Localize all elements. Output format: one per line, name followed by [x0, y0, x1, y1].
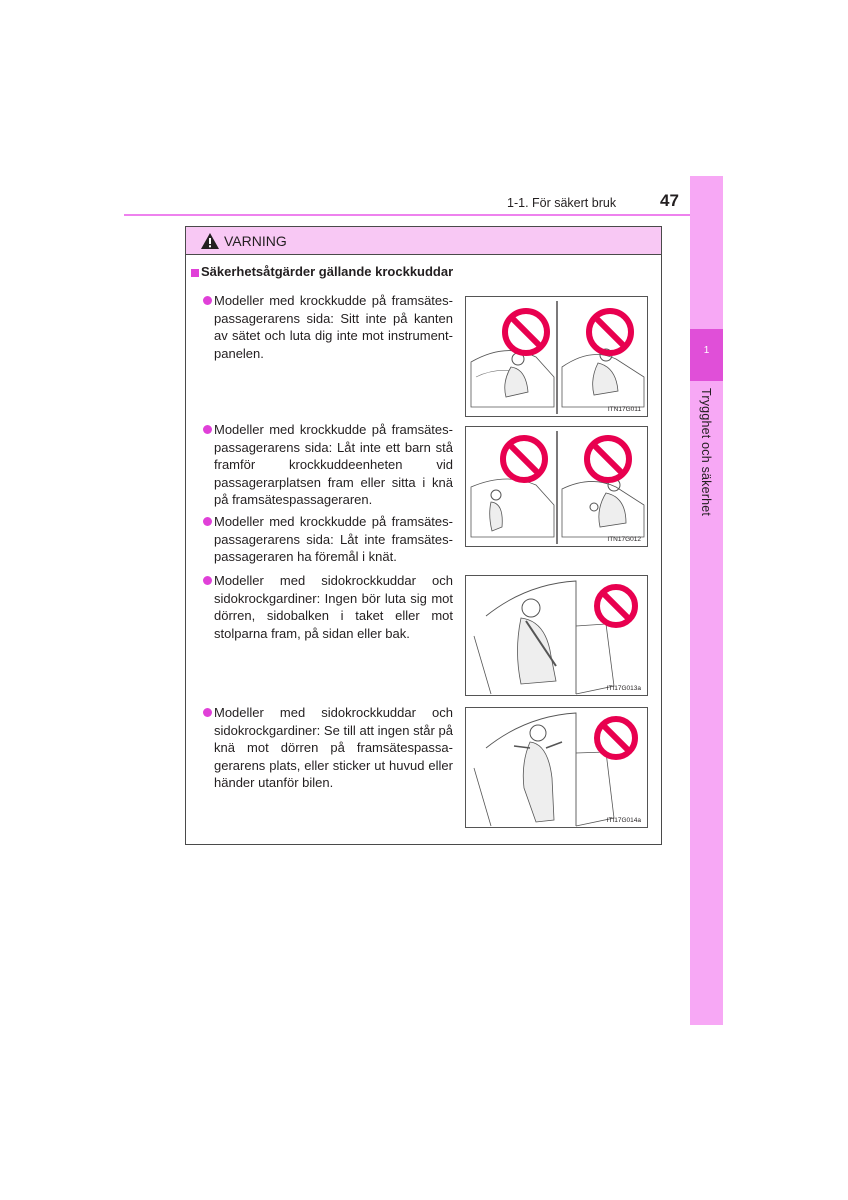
illustration-figure [465, 426, 648, 547]
illustration-drawing [466, 708, 648, 828]
list-item-text: Modeller med krockkudde på framsätespassagerarens sida: Låt inte framsätespassageraren ha föremål i knät. [214, 514, 453, 564]
prohibition-icon [589, 311, 631, 353]
figure-code: ITN17G011 [607, 406, 641, 413]
prohibition-icon [503, 438, 545, 480]
list-item [201, 421, 453, 509]
prohibition-icon [505, 311, 547, 353]
list-item-text: Modeller med sidokrockkuddar och sidokrockgardiner: Se till att ingen står på knä mot dörren på framsätespassagerarens plats, eller sticker ut huvud eller händer utanför bilen. [214, 705, 453, 790]
list-item [201, 572, 453, 642]
chapter-title: Trygghet och säkerhet [699, 388, 713, 517]
list-item [201, 513, 453, 566]
illustration-drawing [466, 427, 648, 547]
list-item [201, 704, 453, 792]
running-header: 1-1. För säkert bruk [507, 196, 617, 210]
bullet-icon [203, 296, 212, 305]
warning-title: VARNING [224, 233, 287, 249]
header-rule [124, 214, 690, 216]
list-item [201, 292, 453, 362]
warning-triangle-icon [200, 232, 220, 250]
bullet-icon [203, 425, 212, 434]
warning-box [185, 226, 662, 845]
bullet-icon [203, 708, 212, 717]
bullet-icon [203, 517, 212, 526]
illustration-figure [465, 296, 648, 417]
illustration-drawing [466, 576, 648, 696]
list-item-text: Modeller med krockkudde på framsätespassagerarens sida: Sitt inte på kanten av sätet och luta dig inte mot instrumentpanelen. [214, 293, 453, 361]
bullet-icon [203, 576, 212, 585]
illustration-drawing [466, 297, 648, 417]
figure-code: ITI17G013a [606, 685, 641, 692]
illustration-figure [465, 575, 648, 696]
prohibition-icon [597, 587, 635, 625]
prohibition-icon [587, 438, 629, 480]
section-bullet-icon [191, 269, 199, 277]
figure-code: ITI17G014a [606, 817, 641, 824]
prohibition-icon [597, 719, 635, 757]
chapter-number: 1 [690, 329, 723, 381]
chapter-tab[interactable] [690, 176, 723, 1025]
section-title: Säkerhetsåtgärder gällande krockkuddar [201, 264, 454, 279]
list-item-text: Modeller med sidokrockkuddar och sidokrockgardiner: Ingen bör luta sig mot dörren, sidobalken i taket eller mot stolparna fram, på sidan eller bak. [214, 573, 453, 641]
page-number: 47 [660, 191, 679, 210]
list-item-text: Modeller med krockkudde på framsätespassagerarens sida: Låt inte ett barn stå framför krockkuddeenheten vid passagerarplatsen fram eller sitta i knä på framsätespassageraren. [214, 422, 453, 507]
warning-header [186, 227, 661, 255]
illustration-figure [465, 707, 648, 828]
figure-code: ITN17G012 [607, 536, 641, 543]
